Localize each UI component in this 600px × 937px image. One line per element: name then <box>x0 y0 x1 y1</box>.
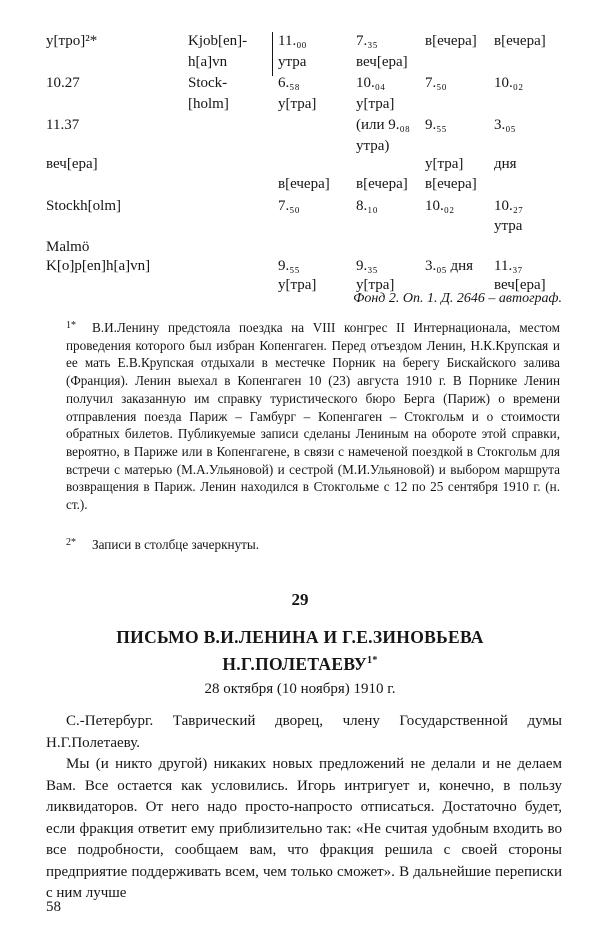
footnote-mark: 1* <box>66 320 76 331</box>
footnote-1: В.И.Ленину предстояла поездка на VIII конгрес II Интернационала, местом проведения которого был избран Копенгаген. Перед отъездом Ленин, Н.К.Крупская и ее мать Е.В.Крупская отдыхали в местечке Порник на берегу Бискайского залива (Франция). Ленин выехал в Копенгаген 10 (23) августа 1910 г. В Порнике Ленин получил заказанную им справку туристического бюро Берга (Париж) о времени отправления поезда Париж – Гамбург – Копенгаген – Стокгольм и о стоимости обратных билетов. Публикуемые записи сделаны Лениным на обороте этой справки, вероятно, в Париже или в Копенгагене, в связи с намеченой поездкой в Стокгольм для встречи с матерью (М.А.Ульяновой) и сестрой (М.И.Ульяновой) и выбором маршрута возвращения в Париж. Ленин находился в Стокгольме с 12 по 25 сентября 1910 г. (н. ст.). <box>66 320 560 513</box>
table-cell: 6.₅₈ <box>278 75 300 91</box>
table-cell: утра <box>278 54 307 70</box>
document-date: 28 октября (10 ноября) 1910 г. <box>204 681 396 697</box>
table-cell: 11.₃₇ <box>494 258 523 274</box>
table-row <box>0 174 600 198</box>
table-cell: 11.37 <box>46 117 80 133</box>
title-line: Н.Г.ПОЛЕТАЕВУ <box>222 653 368 674</box>
letter-address: С.-Петербург. Таврический дворец, члену Государственной думы Н.Г.Полетаеву. <box>46 713 562 751</box>
table-cell: 7.₅₀ <box>425 75 447 91</box>
table-cell: дня <box>494 156 517 172</box>
table-cell: 8.₁₀ <box>356 198 378 214</box>
table-cell: 11.₀₀ <box>278 33 307 49</box>
table-cell: веч[ера] <box>494 277 546 293</box>
document-title <box>0 626 600 676</box>
table-cell: 7.₅₀ <box>278 198 300 214</box>
table-cell: 10.₀₄ <box>356 75 386 91</box>
table-cell: 3.₀₅ дня <box>425 258 474 274</box>
table-cell: в[ечера] <box>425 176 477 192</box>
table-cell: 7.₃₅ <box>356 33 378 49</box>
table-cell: утра <box>494 218 523 234</box>
table-cell: у[тра] <box>356 277 395 293</box>
table-cell: у[тра] <box>278 96 317 112</box>
table-cell: (или 9.₀₈ <box>356 117 410 133</box>
table-cell: 9.₅₅ <box>278 258 300 274</box>
footnote-2: Записи в столбце зачеркнуты. <box>92 537 260 552</box>
table-cell: Stockh[olm] <box>46 198 121 214</box>
table-cell: в[ечера] <box>494 33 546 49</box>
table-cell: 9.₃₅ <box>356 258 378 274</box>
table-cell: h[a]vn <box>188 54 228 70</box>
table-cell: в[ечера] <box>425 33 477 49</box>
table-cell: Kjob[en]- <box>188 33 248 49</box>
table-cell: [holm] <box>188 96 229 112</box>
table-cell: 10.₂₇ <box>494 198 524 214</box>
table-cell: у[тра] <box>425 156 464 172</box>
table-cell: веч[ера] <box>356 54 408 70</box>
table-cell: 10.₀₂ <box>494 75 524 91</box>
table-cell: 3.₀₅ <box>494 117 516 133</box>
table-cell: Malmö <box>46 239 90 255</box>
table-cell: в[ечера] <box>278 176 330 192</box>
document-number: 29 <box>291 590 309 609</box>
letter-body: Мы (и никто другой) никаких новых предложений не делали и не делаем Вам. Все остается как условились. Игорь интригует и, конечно, в пользу ликвидаторов. От него надо просто-напросто отписаться. Достаточно будет, если фракция ответит ему приблизительно так: «Не считая удобным входить во все подробности, сообщаем вам, что фракция решила с своей стороны предприятие поддерживать всем, чем только сможет». В дальнейшие переписки с ним лучше <box>46 756 562 901</box>
page-number: 58 <box>46 899 61 915</box>
source-reference: Фонд 2. Оп. 1. Д. 2646 – автограф. <box>353 291 562 306</box>
table-cell: утра) <box>356 138 390 154</box>
table-cell: в[ечера] <box>356 176 408 192</box>
table-cell: 10.27 <box>46 75 80 91</box>
table-cell: Stock- <box>188 75 228 91</box>
table-cell: K[o]p[en]h[a]vn] <box>46 258 151 274</box>
footnote-mark: 2* <box>66 537 76 548</box>
title-line-2 <box>0 649 600 676</box>
title-line: ПИСЬМО В.И.ЛЕНИНА И Г.Е.ЗИНОВЬЕВА <box>116 627 484 647</box>
table-cell: у[тра] <box>356 96 395 112</box>
title-footnote-mark: 1* <box>367 655 378 666</box>
table-cell: у[тра] <box>278 277 317 293</box>
table-cell: 9.₅₅ <box>425 117 447 133</box>
table-cell: веч[ера] <box>46 156 98 172</box>
table-cell: 10.₀₂ <box>425 198 455 214</box>
table-cell: у[тро]²* <box>46 33 98 49</box>
